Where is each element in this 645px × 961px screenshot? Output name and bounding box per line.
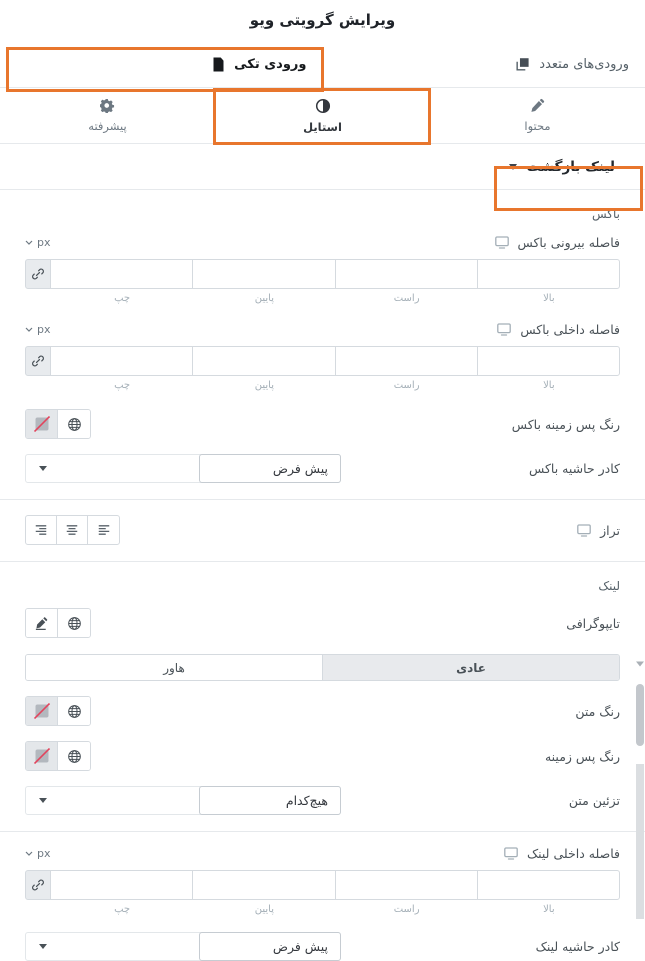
page-title: ویرایش گرویتی ویو — [0, 0, 645, 42]
no-color-icon[interactable] — [26, 697, 58, 725]
dimension-side-labels: بالا راست پایین چپ — [25, 293, 620, 304]
divider — [0, 561, 645, 562]
state-tab-hover[interactable]: هاور — [26, 655, 323, 680]
no-color-icon[interactable] — [26, 410, 58, 438]
text-decoration-select[interactable] — [25, 786, 341, 815]
dimension-side-labels: بالا راست پایین چپ — [25, 904, 620, 915]
monitor-icon[interactable] — [503, 846, 519, 861]
align-left-icon[interactable] — [88, 516, 119, 544]
text-decoration-value: هیچ‌کدام — [199, 786, 341, 815]
box-bg-color-label: رنگ پس زمینه باکس — [512, 417, 620, 432]
control-align — [25, 515, 620, 545]
panel-tabs — [0, 88, 645, 144]
control-box-padding — [25, 322, 620, 391]
state-tab-normal[interactable]: عادی — [323, 655, 619, 680]
box-border-value: پیش فرض — [199, 454, 341, 483]
section-title: لینک بازگشت — [527, 159, 615, 175]
controls-area — [0, 207, 645, 961]
unit-label: px — [37, 236, 51, 249]
no-color-icon[interactable] — [26, 742, 58, 770]
unit-label: px — [37, 847, 51, 860]
link-values-icon[interactable] — [25, 346, 51, 376]
tab-content-label: محتوا — [524, 119, 550, 133]
scrollbar-arrow-icon[interactable] — [635, 660, 645, 668]
box-margin-left-input[interactable] — [50, 259, 193, 289]
box-margin-unit-select[interactable] — [25, 236, 51, 249]
link-padding-unit-select[interactable] — [25, 847, 51, 860]
link-values-icon[interactable] — [25, 259, 51, 289]
box-margin-right-input[interactable] — [335, 259, 478, 289]
link-border-value: پیش فرض — [199, 932, 341, 961]
control-box-bg-color — [25, 409, 620, 439]
link-border-select[interactable] — [25, 932, 341, 961]
link-padding-bottom-input[interactable] — [192, 870, 335, 900]
align-center-icon[interactable] — [57, 516, 88, 544]
select-arrow-icon — [39, 798, 47, 803]
control-text-color — [25, 696, 620, 726]
text-decoration-label: تزئین متن — [569, 793, 620, 808]
box-margin-top-input[interactable] — [477, 259, 620, 289]
box-padding-label: فاصله داخلی باکس — [520, 322, 620, 337]
pencil-icon — [530, 98, 545, 113]
unit-label: px — [37, 323, 51, 336]
divider — [0, 831, 645, 832]
select-arrow-icon — [39, 466, 47, 471]
tab-advanced-label: پیشرفته — [88, 119, 126, 133]
control-link-border — [25, 932, 620, 961]
control-bg-color — [25, 741, 620, 771]
globe-icon[interactable] — [58, 742, 90, 770]
divider — [0, 499, 645, 500]
tab-multiple-entries[interactable] — [323, 42, 645, 87]
heading-box: باکس — [25, 207, 620, 221]
single-page-icon — [212, 57, 225, 72]
edit-typography-icon[interactable] — [26, 609, 58, 637]
heading-link: لینک — [25, 579, 620, 593]
bg-color-label: رنگ پس زمینه — [545, 749, 620, 764]
box-padding-right-input[interactable] — [335, 346, 478, 376]
control-box-border — [25, 454, 620, 483]
gear-icon — [100, 98, 115, 113]
box-padding-unit-select[interactable] — [25, 323, 51, 336]
scrollbar-thumb[interactable] — [636, 684, 644, 746]
align-right-icon[interactable] — [26, 516, 57, 544]
monitor-icon[interactable] — [576, 523, 592, 538]
tab-multiple-entries-label: ورودی‌های متعدد — [539, 57, 629, 72]
globe-icon[interactable] — [58, 697, 90, 725]
tab-content[interactable] — [430, 88, 645, 143]
globe-icon[interactable] — [58, 410, 90, 438]
text-color-label: رنگ متن — [575, 704, 620, 719]
control-link-padding — [25, 846, 620, 915]
tab-single-entry-label: ورودی تکی — [234, 57, 306, 72]
link-padding-top-input[interactable] — [477, 870, 620, 900]
control-label-row — [494, 235, 620, 250]
box-margin-bottom-input[interactable] — [192, 259, 335, 289]
tab-style[interactable] — [215, 88, 430, 143]
box-margin-label: فاصله بیرونی باکس — [518, 235, 620, 250]
box-border-label: کادر حاشیه باکس — [529, 461, 620, 476]
control-box-margin — [25, 235, 620, 304]
tab-advanced[interactable] — [0, 88, 215, 143]
link-padding-label: فاصله داخلی لینک — [527, 846, 620, 861]
contrast-icon — [315, 98, 331, 114]
monitor-icon[interactable] — [496, 322, 512, 337]
box-padding-bottom-input[interactable] — [192, 346, 335, 376]
copy-icon — [515, 57, 530, 72]
link-values-icon[interactable] — [25, 870, 51, 900]
entry-tabs — [0, 42, 645, 88]
select-arrow-icon — [39, 944, 47, 949]
caret-down-icon — [509, 164, 517, 170]
tab-single-entry[interactable] — [0, 42, 323, 87]
link-border-label: کادر حاشیه لینک — [536, 939, 620, 954]
align-label: تراز — [600, 523, 620, 538]
section-back-link[interactable] — [0, 144, 645, 190]
link-padding-left-input[interactable] — [50, 870, 193, 900]
dimension-side-labels: بالا راست پایین چپ — [25, 380, 620, 391]
control-typography — [25, 608, 620, 638]
tab-style-label: استایل — [303, 120, 342, 134]
box-padding-top-input[interactable] — [477, 346, 620, 376]
chevron-down-icon — [25, 240, 33, 245]
typography-label: تایپوگرافی — [566, 616, 620, 631]
box-padding-left-input[interactable] — [50, 346, 193, 376]
scrollbar-track[interactable] — [636, 764, 644, 919]
box-border-select[interactable] — [25, 454, 341, 483]
state-tabs — [25, 654, 620, 681]
monitor-icon[interactable] — [494, 235, 510, 250]
control-text-decoration — [25, 786, 620, 815]
globe-icon[interactable] — [58, 609, 90, 637]
chevron-down-icon — [25, 327, 33, 332]
align-button-group — [25, 515, 120, 545]
link-padding-right-input[interactable] — [335, 870, 478, 900]
chevron-down-icon — [25, 851, 33, 856]
